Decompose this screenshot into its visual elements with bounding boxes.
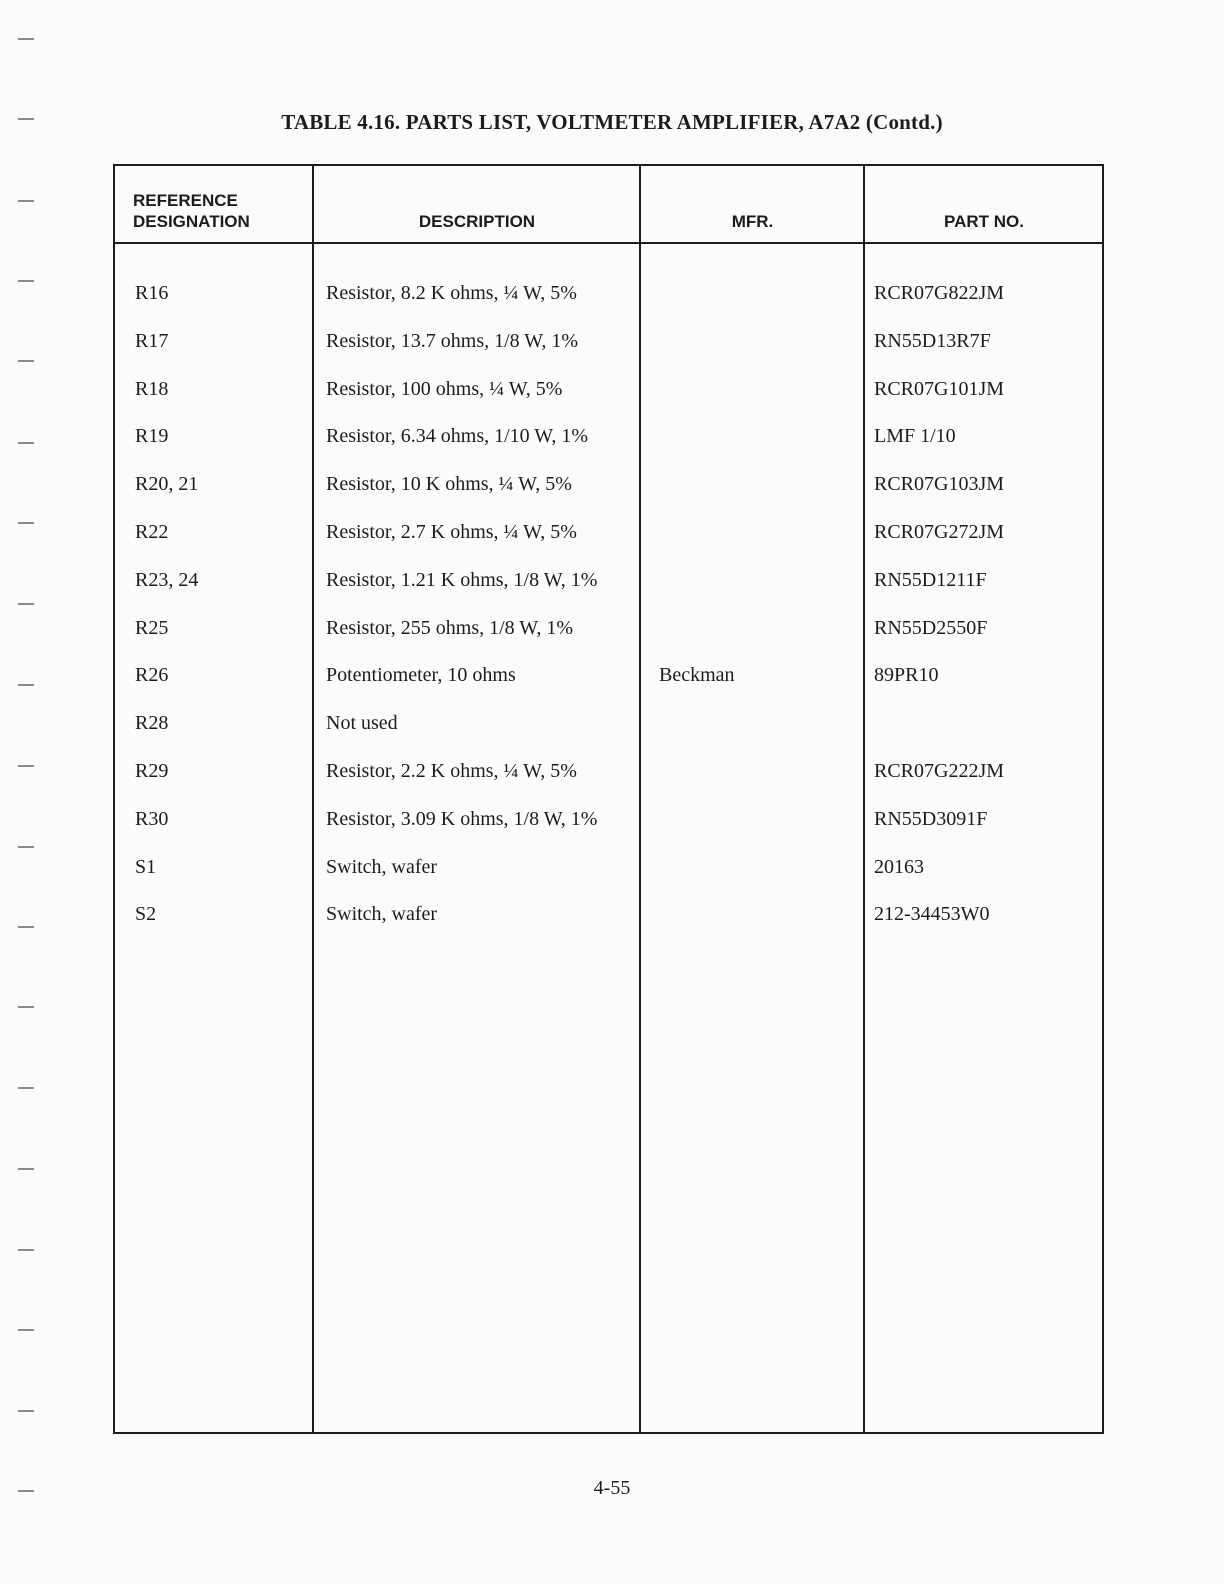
cell-description: Switch, wafer — [326, 855, 438, 878]
cell-ref: R18 — [135, 377, 169, 400]
header-divider — [115, 242, 1102, 244]
margin-mark — [18, 360, 34, 362]
cell-ref: R29 — [135, 759, 169, 782]
table-row — [115, 318, 1102, 366]
margin-mark — [18, 280, 34, 282]
page-number: 4-55 — [593, 1477, 631, 1499]
cell-part-no: RN55D1211F — [874, 568, 987, 591]
table-row — [115, 652, 1102, 700]
table-row — [115, 605, 1102, 653]
cell-description: Resistor, 1.21 K ohms, 1/8 W, 1% — [326, 568, 598, 591]
margin-mark — [18, 1168, 34, 1170]
cell-ref: R16 — [135, 282, 169, 304]
header-reference-line2: DESIGNATION — [133, 212, 250, 231]
cell-part-no: 89PR10 — [874, 664, 939, 687]
cell-description: Resistor, 13.7 ohms, 1/8 W, 1% — [326, 329, 578, 352]
table-row — [115, 844, 1102, 892]
table-row — [115, 509, 1102, 557]
cell-ref: R26 — [135, 664, 169, 687]
cell-ref: R25 — [135, 616, 169, 639]
cell-description: Switch, wafer — [326, 903, 438, 926]
cell-part-no: RCR07G822JM — [874, 282, 1005, 304]
cell-part-no: RN55D2550F — [874, 616, 988, 639]
parts-list-table — [113, 164, 1104, 1434]
table-row — [115, 700, 1102, 748]
margin-mark — [18, 603, 34, 605]
table-title: TABLE 4.16. PARTS LIST, VOLTMETER AMPLIFIER, A7A2 (Contd.) — [281, 110, 943, 134]
table-row — [115, 366, 1102, 414]
cell-part-no: RCR07G222JM — [874, 759, 1005, 782]
table-body — [115, 270, 1102, 939]
cell-ref: R28 — [135, 712, 169, 735]
margin-mark — [18, 1329, 34, 1331]
header-description: DESCRIPTION — [418, 212, 536, 231]
cell-description: Resistor, 2.7 K ohms, ¼ W, 5% — [326, 520, 577, 543]
cell-ref: R30 — [135, 807, 169, 830]
margin-mark — [18, 765, 34, 767]
margin-mark — [18, 684, 34, 686]
cell-description: Not used — [326, 712, 398, 735]
cell-description: Resistor, 100 ohms, ¼ W, 5% — [326, 377, 563, 400]
header-mfr: MFR. — [731, 212, 774, 231]
cell-part-no: 20163 — [874, 855, 924, 878]
cell-ref: S2 — [135, 903, 157, 926]
margin-mark — [18, 442, 34, 444]
cell-ref: R22 — [135, 520, 169, 543]
cell-description: Resistor, 255 ohms, 1/8 W, 1% — [326, 616, 573, 639]
margin-mark — [18, 846, 34, 848]
cell-description: Resistor, 10 K ohms, ¼ W, 5% — [326, 473, 572, 496]
margin-mark — [18, 1410, 34, 1412]
cell-description: Resistor, 8.2 K ohms, ¼ W, 5% — [326, 282, 577, 304]
cell-part-no: RCR07G272JM — [874, 520, 1005, 543]
cell-part-no: RCR07G103JM — [874, 473, 1005, 496]
cell-ref: R23, 24 — [135, 568, 199, 591]
table-row — [115, 748, 1102, 796]
table-row — [115, 796, 1102, 844]
cell-ref: R17 — [135, 329, 169, 352]
margin-mark — [18, 1006, 34, 1008]
margin-mark — [18, 1249, 34, 1251]
cell-part-no: RCR07G101JM — [874, 377, 1005, 400]
cell-part-no: RN55D13R7F — [874, 329, 991, 352]
cell-part-no: RN55D3091F — [874, 807, 988, 830]
cell-description: Potentiometer, 10 ohms — [326, 664, 516, 687]
table-row — [115, 461, 1102, 509]
cell-description: Resistor, 3.09 K ohms, 1/8 W, 1% — [326, 807, 598, 830]
margin-mark — [18, 38, 34, 40]
header-part-no: PART NO. — [944, 212, 1024, 231]
margin-mark — [18, 1087, 34, 1089]
table-row — [115, 891, 1102, 939]
header-reference-designation — [133, 190, 250, 232]
cell-ref: R20, 21 — [135, 473, 199, 496]
margin-mark — [18, 200, 34, 202]
cell-part-no: LMF 1/10 — [874, 425, 956, 448]
cell-ref: S1 — [135, 855, 157, 878]
margin-mark — [18, 926, 34, 928]
header-reference-line1: REFERENCE — [133, 191, 238, 210]
cell-description: Resistor, 2.2 K ohms, ¼ W, 5% — [326, 759, 577, 782]
margin-mark — [18, 522, 34, 524]
table-row — [115, 557, 1102, 605]
binder-margin-marks — [18, 0, 38, 1584]
cell-ref: R19 — [135, 425, 169, 448]
cell-mfr: Beckman — [659, 664, 735, 687]
cell-description: Resistor, 6.34 ohms, 1/10 W, 1% — [326, 425, 588, 448]
cell-part-no: 212-34453W0 — [874, 903, 990, 926]
table-row — [115, 413, 1102, 461]
table-row — [115, 270, 1102, 318]
